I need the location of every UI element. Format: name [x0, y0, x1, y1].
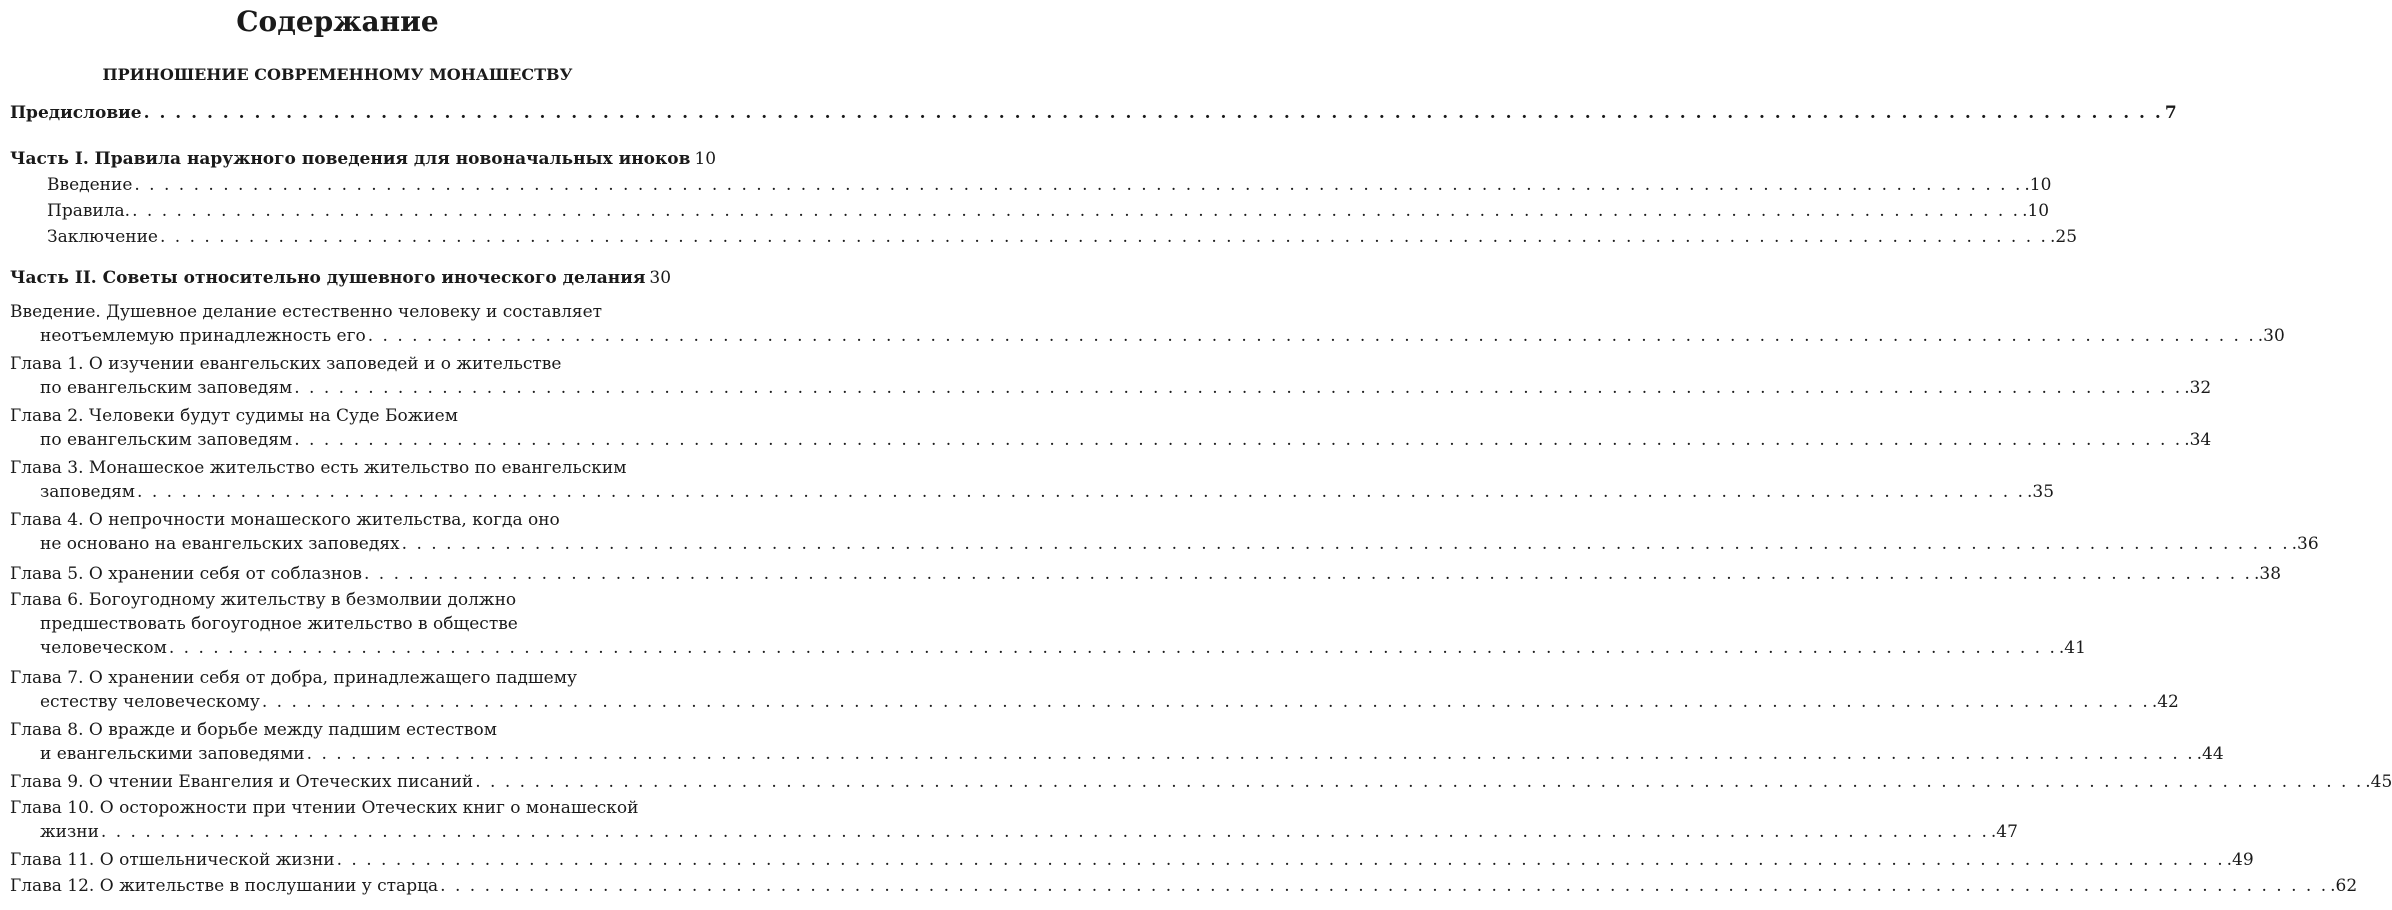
leader-dots — [475, 770, 2363, 794]
toc-entry-text: Правила. — [47, 201, 131, 221]
toc-page-number: .62 — [2330, 876, 2358, 896]
toc-entry-line: Глава 6. Богоугодному жительству в безмолвии должно — [10, 590, 517, 610]
toc-entry-ch2[interactable] — [10, 404, 2212, 452]
leader-dots — [262, 690, 2150, 714]
toc-page-number: .10 — [2024, 175, 2052, 195]
toc-entry-p1-rules[interactable] — [47, 199, 2050, 223]
section-subtitle: ПРИНОШЕНИЕ СОВРЕМЕННОМУ МОНАШЕСТВУ — [102, 65, 573, 84]
toc-entry-ch1[interactable] — [10, 352, 2212, 400]
leader-dots — [169, 636, 2057, 660]
toc-page-number: 7 — [2164, 103, 2177, 123]
leader-dots — [402, 532, 2290, 556]
toc-entry-part2[interactable] — [10, 266, 672, 290]
toc-page-number: .34 — [2184, 430, 2212, 450]
toc-entry-text: Введение — [47, 175, 133, 195]
toc-page-number: .36 — [2291, 534, 2319, 554]
leader-dots — [160, 225, 2048, 249]
toc-entry-text: Часть II. Советы относительно душевного иноческого делания — [10, 268, 646, 288]
toc-entry-ch7[interactable] — [10, 666, 2179, 714]
toc-entry-line: Глава 10. О осторожности при чтении Отеческих книг о монашеской — [10, 798, 639, 818]
toc-entry-text: не основано на евангельских заповедях — [40, 534, 400, 554]
toc-page-number: .42 — [2151, 692, 2179, 712]
toc-entry-ch12[interactable] — [10, 874, 2358, 898]
toc-entry-line: Глава 1. О изучении евангельских заповедей и о жительстве — [10, 354, 562, 374]
toc-entry-ch4[interactable] — [10, 508, 2319, 556]
toc-page-number: .41 — [2058, 638, 2086, 658]
toc-entry-ch9[interactable] — [10, 770, 2392, 794]
toc-page-number: .32 — [2184, 378, 2212, 398]
toc-page-number: .38 — [2253, 564, 2282, 584]
toc-entry-ch10[interactable] — [10, 796, 2018, 844]
leader-dots — [144, 101, 2163, 125]
toc-entry-line: Введение. Душевное делание естественно человеку и составляет — [10, 302, 603, 322]
toc-page-number: .30 — [2257, 326, 2285, 346]
leader-dots — [440, 874, 2328, 898]
toc-entry-part1[interactable] — [10, 147, 717, 171]
toc-entry-text: по евангельским заповедям — [40, 430, 293, 450]
toc-page-number: 30 — [649, 268, 672, 288]
toc-entry-text: по евангельским заповедям — [40, 378, 293, 398]
toc-entry-text: Глава 12. О жительстве в послушании у старца — [10, 876, 439, 896]
toc-entry-ch3[interactable] — [10, 456, 2055, 504]
toc-entry-text: Глава 9. О чтении Евангелия и Отеческих писаний — [10, 772, 474, 792]
leader-dots — [368, 324, 2256, 348]
toc-page-number: .10 — [2022, 201, 2050, 221]
leader-dots — [294, 376, 2182, 400]
toc-entry-text: Предисловие — [10, 103, 142, 123]
toc-entry-text: Глава 11. О отшельнической жизни — [10, 850, 335, 870]
toc-entry-text: человеческом — [40, 638, 167, 658]
leader-dots — [132, 199, 2020, 223]
toc-entry-line: Глава 8. О вражде и борьбе между падшим естеством — [10, 720, 497, 740]
toc-entry-text: естеству человеческому — [40, 692, 260, 712]
toc-entry-text: Заключение — [47, 227, 158, 247]
toc-entry-ch6[interactable] — [10, 588, 2086, 660]
leader-dots — [137, 480, 2025, 504]
toc-entry-text: жизни — [40, 822, 99, 842]
leader-dots — [134, 173, 2022, 197]
toc-entry-p1-intro[interactable] — [47, 173, 2052, 197]
toc-entry-line: Глава 3. Монашеское жительство есть жительство по евангельским — [10, 458, 627, 478]
toc-entry-ch5[interactable] — [10, 562, 2282, 586]
toc-page-number: .45 — [2365, 772, 2392, 792]
toc-entry-text: и евангельскими заповедями — [40, 744, 305, 764]
toc-page-number: .49 — [2226, 850, 2254, 870]
toc-entry-preface[interactable] — [10, 101, 2177, 125]
toc-entry-text: заповедям — [40, 482, 136, 502]
toc-page-number: 10 — [694, 149, 717, 169]
toc-page-number: .35 — [2027, 482, 2055, 502]
leader-dots — [101, 820, 1989, 844]
leader-dots — [307, 742, 2195, 766]
toc-entry-p1-conclusion[interactable] — [47, 225, 2078, 249]
leader-dots — [337, 848, 2225, 872]
toc-entry-ch8[interactable] — [10, 718, 2224, 766]
leader-dots — [364, 562, 2252, 586]
toc-page-number: .44 — [2196, 744, 2224, 764]
toc-entry-text: неотъемлемую принадлежность его — [40, 326, 366, 346]
toc-entry-line: Глава 7. О хранении себя от добра, принадлежащего падшему — [10, 668, 577, 688]
page-title: Содержание — [236, 5, 439, 38]
toc-entry-p2-intro[interactable] — [10, 300, 2285, 348]
toc-entry-line: предшествовать богоугодное жительство в обществе — [40, 614, 518, 634]
leader-dots — [294, 428, 2182, 452]
toc-page-number: .25 — [2049, 227, 2078, 247]
toc-page-number: .47 — [1990, 822, 2018, 842]
toc-entry-line: Глава 2. Человеки будут судимы на Суде Божием — [10, 406, 458, 426]
toc-entry-text: Часть I. Правила наружного поведения для новоначальных иноков — [10, 149, 691, 169]
toc-entry-ch11[interactable] — [10, 848, 2254, 872]
toc-entry-line: Глава 4. О непрочности монашеского жительства, когда оно — [10, 510, 560, 530]
toc-entry-text: Глава 5. О хранении себя от соблазнов — [10, 564, 362, 584]
